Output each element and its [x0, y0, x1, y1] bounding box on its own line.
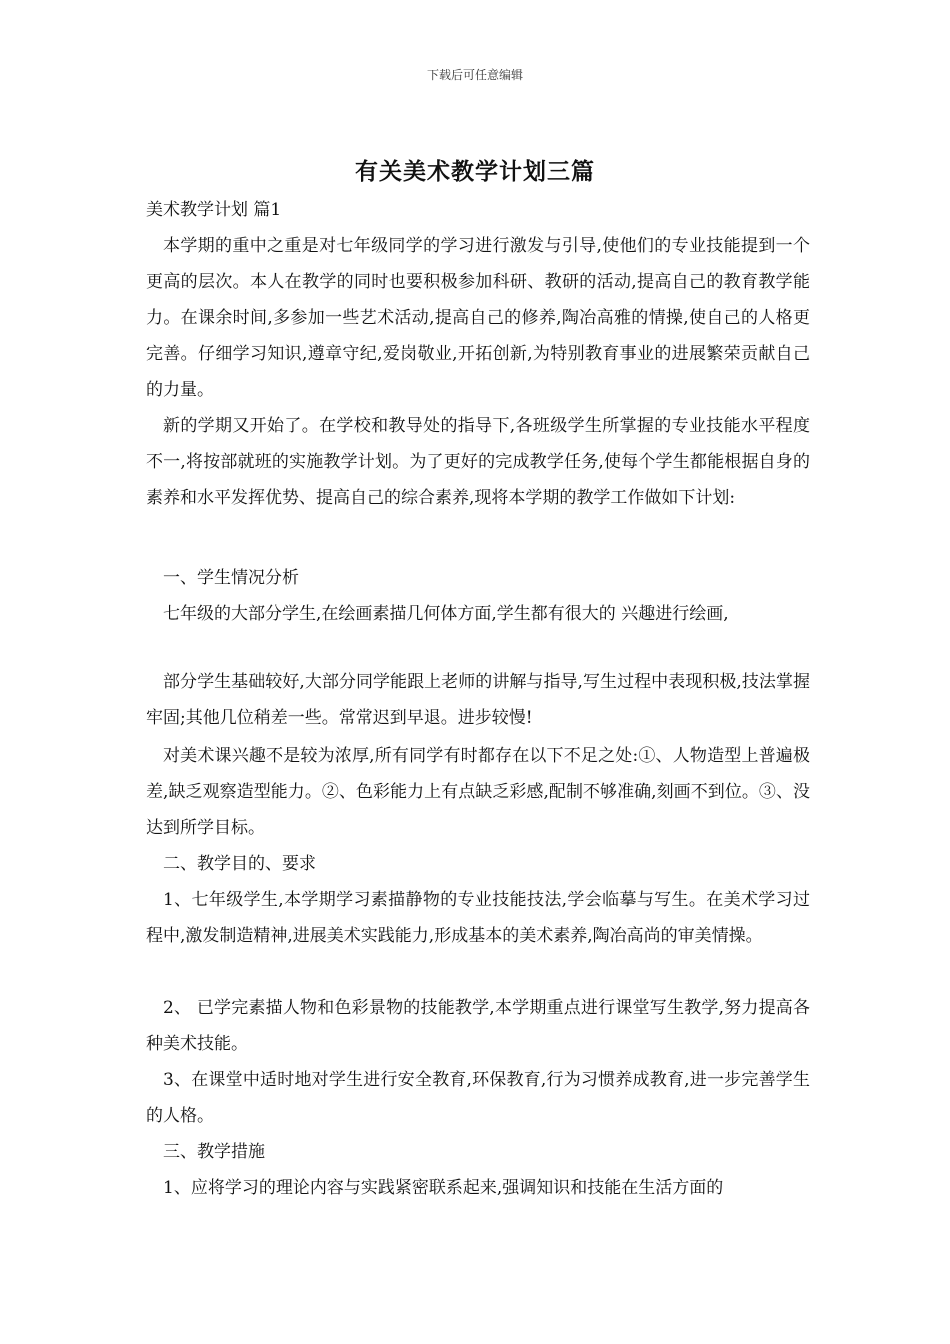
paragraph-intro: 本学期的重中之重是对七年级同学的学习进行激发与引导,使他们的专业技能提到一个更高的层次。本人在教学的同时也要积极参加科研、教研的活动,提高自己的教育教学能力。在课余时间,多参加一些艺术活动,提高自己的修养,陶冶高雅的情操,使自己的人格更完善。仔细学习知识,遵章守纪,爱岗敬业,开拓创新,为特别教育事业的进展繁荣贡献自己的力量。 [146, 236, 810, 400]
heading-student-analysis: 一、学生情况分析 [163, 568, 299, 588]
paragraph-shortcomings: 对美术课兴趣不是较为浓厚,所有同学有时都存在以下不足之处:①、人物造型上普遍极差,缺乏观察造型能力。②、色彩能力上有点缺乏彩感,配制不够准确,刻画不到位。③、没达到所学目标。 [146, 746, 810, 838]
document-title: 有关美术教学计划三篇 [355, 158, 595, 185]
heading-teaching-measures: 三、教学措施 [163, 1142, 265, 1162]
paragraph-new-term: 新的学期又开始了。在学校和教导处的指导下,各班级学生所掌握的专业技能水平程度不一,将按部就班的实施教学计划。为了更好的完成教学任务,使每个学生都能根据自身的素养和水平发挥优势、提高自己的综合素养,现将本学期的教学工作做如下计划: [146, 416, 810, 508]
paragraph-grade-seven: 七年级的大部分学生,在绘画素描几何体方面,学生都有很大的 兴趣进行绘画, [163, 604, 729, 624]
paragraph-goal-2: 2、 已学完素描人物和色彩景物的技能教学,本学期重点进行课堂写生教学,努力提高各种美术技能。 [146, 998, 810, 1054]
paragraph-goal-3: 3、在课堂中适时地对学生进行安全教育,环保教育,行为习惯养成教育,进一步完善学生的人格。 [146, 1070, 810, 1126]
header-note: 下载后可任意编辑 [426, 68, 523, 82]
paragraph-student-basis: 部分学生基础较好,大部分同学能跟上老师的讲解与指导,写生过程中表现积极,技法掌握牢固;其他几位稍差一些。常常迟到早退。进步较慢! [146, 672, 810, 728]
paragraph-measure-1: 1、应将学习的理论内容与实践紧密联系起来,强调知识和技能在生活方面的 [163, 1178, 724, 1198]
paragraph-goal-1: 1、七年级学生,本学期学习素描静物的专业技能技法,学会临摹与写生。在美术学习过程中,激发制造精神,进展美术实践能力,形成基本的美术素养,陶冶高尚的审美情操。 [146, 890, 810, 946]
heading-teaching-goals: 二、教学目的、要求 [163, 854, 316, 874]
section-subheading: 美术教学计划 篇1 [146, 200, 282, 220]
